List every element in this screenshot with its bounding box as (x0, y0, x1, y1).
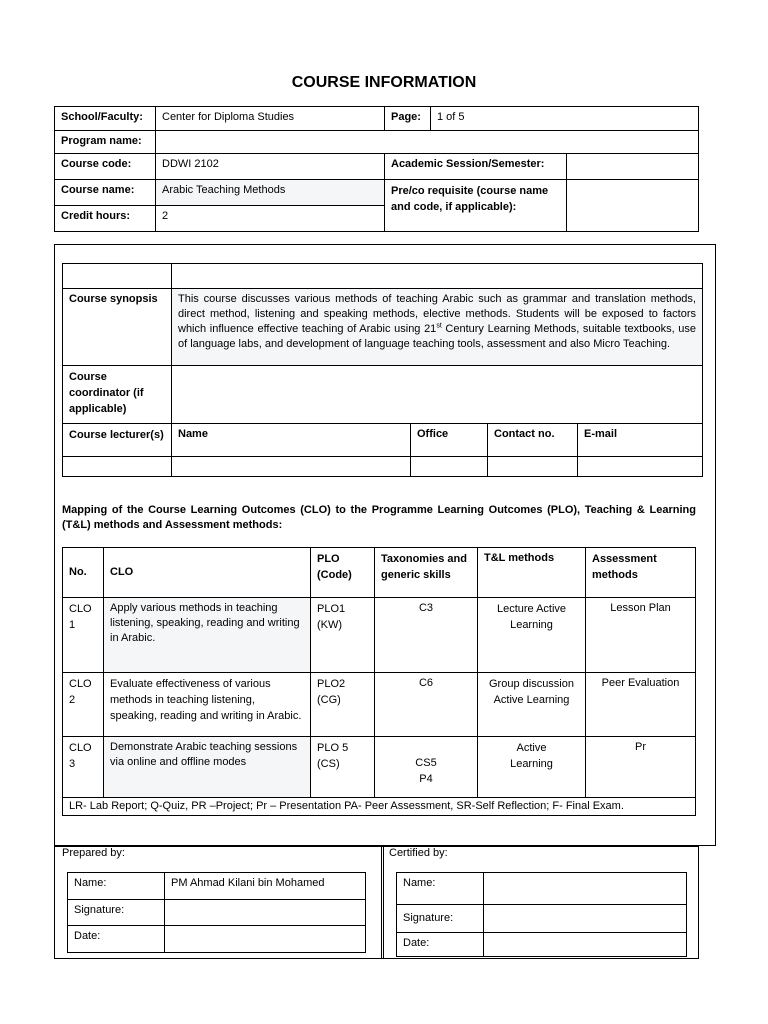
clo-number: CLO 1 (63, 598, 104, 673)
certified-date-value (484, 933, 687, 957)
program-label: Program name: (55, 131, 156, 154)
plo-code: PLO1 (KW) (311, 598, 375, 673)
session-value (567, 154, 699, 180)
table-row (63, 598, 696, 673)
date-label: Date: (397, 933, 484, 957)
lecturer-label: Course lecturer(s) (63, 424, 172, 457)
tl-method: Active Learning (478, 737, 586, 798)
certified-by-label: Certified by: (389, 847, 448, 859)
tl-method: Lecture Active Learning (478, 598, 586, 673)
lecturer-name-header: Name (172, 424, 411, 457)
synopsis-table (62, 263, 703, 477)
header-no: No. (63, 548, 104, 598)
program-value (156, 131, 699, 154)
coordinator-label: Course coordinator (if applicable) (63, 366, 172, 424)
assessment-method: Pr (586, 737, 696, 798)
prereq-label: Pre/co requisite (course name and code, if applicable): (385, 180, 567, 232)
name-label: Name: (397, 873, 484, 905)
synopsis-label: Course synopsis (63, 289, 172, 366)
clo-mapping-table (62, 547, 696, 816)
clo-description: Apply various methods in teaching listening, speaking, reading and writing in Arabic. (104, 598, 311, 673)
date-label: Date: (68, 926, 165, 953)
blank-cell (172, 264, 703, 289)
header-clo: CLO (104, 548, 311, 598)
assessment-method: Peer Evaluation (586, 673, 696, 737)
header-tl-methods: T&L methods (478, 548, 586, 598)
taxonomy: CS5 P4 (375, 737, 478, 798)
school-value: Center for Diploma Studies (156, 107, 385, 131)
header-plo: PLO (Code) (311, 548, 375, 598)
header-taxonomies: Taxonomies and generic skills (375, 548, 478, 598)
lecturer-row-cell (172, 457, 411, 477)
lecturer-row-cell (578, 457, 703, 477)
session-label: Academic Session/Semester: (385, 154, 567, 180)
page-label: Page: (385, 107, 431, 131)
certified-signature-value (484, 905, 687, 933)
prepared-by-table (67, 872, 366, 953)
lecturer-office-header: Office (411, 424, 488, 457)
mapping-heading: Mapping of the Course Learning Outcomes (CLO) to the Programme Learning Outcomes (PLO), Teaching & Learning (T&L) methods and Assessment methods: (62, 504, 696, 531)
synopsis-text: This course discusses various methods of teaching Arabic such as grammar and translation methods, direct method, listening and speaking methods, elective methods. Students will be exposed to factors which influence effective teaching of Arabic using 21st Century Learning Methods, suitable textbooks, use of language labs, and development of language teaching tools, assessment and also Micro Teaching. (172, 289, 703, 366)
prepared-name-value: PM Ahmad Kilani bin Mohamed (165, 873, 366, 900)
tl-method: Group discussion Active Learning (478, 673, 586, 737)
course-code-label: Course code: (55, 154, 156, 180)
course-code-value: DDWI 2102 (156, 154, 385, 180)
course-name-value: Arabic Teaching Methods (156, 180, 385, 206)
plo-code: PLO 5 (CS) (311, 737, 375, 798)
signature-label: Signature: (397, 905, 484, 933)
clo-number: CLO 2 (63, 673, 104, 737)
blank-cell (63, 264, 172, 289)
clo-description: Evaluate effectiveness of various methods in teaching listening, speaking, reading and writing in Arabic. (104, 673, 311, 737)
certified-by-table (396, 872, 687, 957)
course-name-label: Course name: (55, 180, 156, 206)
assessment-method: Lesson Plan (586, 598, 696, 673)
lecturer-contact-header: Contact no. (488, 424, 578, 457)
credit-hours-value: 2 (156, 206, 385, 232)
header-assessment: Assessment methods (586, 548, 696, 598)
course-info-table (54, 106, 699, 232)
plo-code: PLO2 (CG) (311, 673, 375, 737)
page-value: 1 of 5 (431, 107, 699, 131)
lecturer-row-cell (411, 457, 488, 477)
table-row (63, 737, 696, 798)
name-label: Name: (68, 873, 165, 900)
lecturer-row-cell (63, 457, 172, 477)
clo-description: Demonstrate Arabic teaching sessions via online and offline modes (104, 737, 311, 798)
prepared-signature-value (165, 900, 366, 926)
certified-name-value (484, 873, 687, 905)
taxonomy: C6 (375, 673, 478, 737)
credit-hours-label: Credit hours: (55, 206, 156, 232)
signature-label: Signature: (68, 900, 165, 926)
taxonomy: C3 (375, 598, 478, 673)
lecturer-row-cell (488, 457, 578, 477)
coordinator-value (172, 366, 703, 424)
legend: LR- Lab Report; Q-Quiz, PR –Project; Pr – Presentation PA- Peer Assessment, SR-Self Reflection; F- Final Exam. (63, 798, 696, 816)
page-title: COURSE INFORMATION (291, 74, 477, 91)
table-row (63, 673, 696, 737)
school-label: School/Faculty: (55, 107, 156, 131)
lecturer-email-header: E-mail (578, 424, 703, 457)
prepared-by-label: Prepared by: (62, 847, 125, 859)
prereq-value (567, 180, 699, 232)
prepared-date-value (165, 926, 366, 953)
clo-number: CLO 3 (63, 737, 104, 798)
